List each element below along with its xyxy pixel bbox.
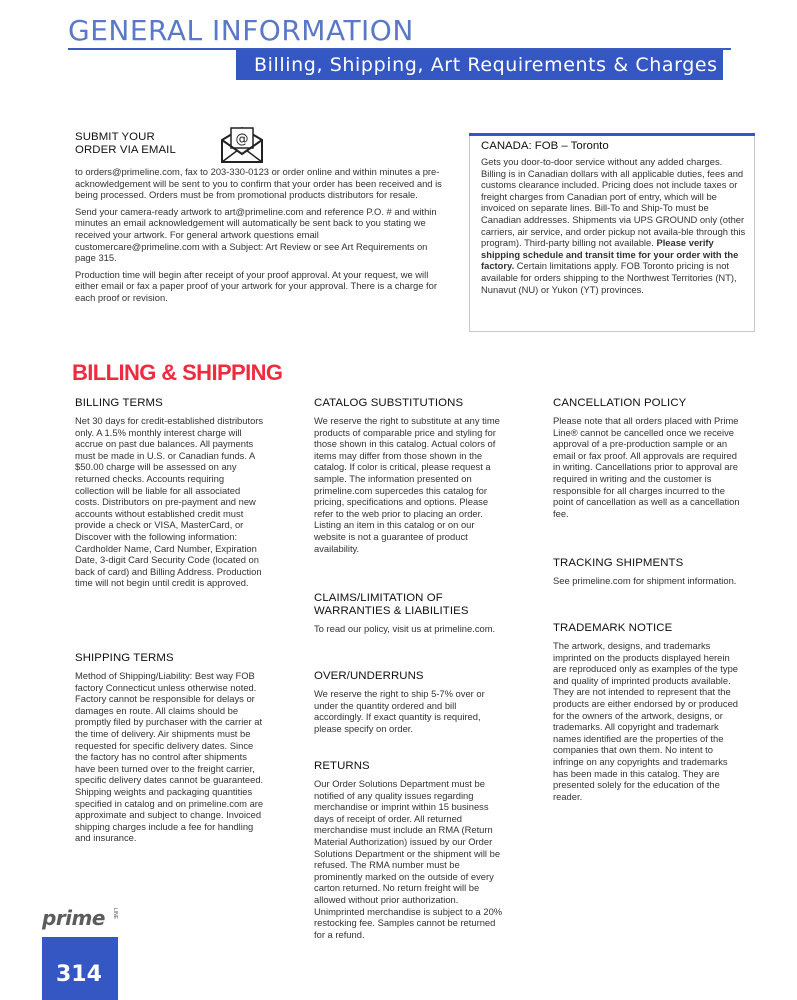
- catalog-substitutions-section: [314, 397, 504, 554]
- canada-text-part: Gets you door-to-door service without any added charges. Billing is in Canadian dollars with all applicable duties, fees and customs clearance included. Pricing does not include taxes or freight charges from Canadian port of entry, which will be invoiced on separate lines. Bill-To and Ship-To must be Canadian addresses. Shipments via UPS GROUND only (other carriers, air service, and order pickup not availa-ble through this program). Third-party billing not available.: [481, 156, 746, 249]
- page-number: 314: [56, 962, 102, 987]
- canada-text-bold: Please verify shipping schedule and transit time for your order with the factory.: [481, 237, 739, 272]
- trademark-heading: TRADEMARK NOTICE: [553, 622, 673, 634]
- catalog-substitutions-heading: CATALOG SUBSTITUTIONS: [314, 397, 464, 409]
- logo-wordmark: prime: [42, 906, 105, 930]
- envelope-email-icon: [220, 124, 264, 164]
- billing-terms-heading: BILLING TERMS: [75, 397, 163, 409]
- canada-text-part: Certain limitations apply. FOB Toronto pricing is not available for orders shipping to the Northwest Territories (NT), Nunavut (NU) or Yukon (YT) provinces.: [481, 260, 737, 295]
- cancellation-heading: CANCELLATION POLICY: [553, 397, 687, 409]
- canada-heading: CANADA: FOB – Toronto: [481, 140, 609, 152]
- prime-line-logo: [42, 906, 118, 930]
- claims-section: [314, 592, 504, 635]
- returns-heading: RETURNS: [314, 760, 370, 772]
- claims-heading: [314, 592, 504, 618]
- submit-order-body: [75, 166, 442, 309]
- svg-text:@: @: [235, 132, 249, 147]
- billing-terms-section: [75, 397, 265, 589]
- claims-heading-line-2: WARRANTIES & LIABILITIES: [314, 605, 469, 617]
- submit-paragraph: to orders@primeline.com, fax to 203-330-0123 or order online and within minutes a pre-acknowledgement will be sent to you to confirm that your order has been received and is being processed. Orders must be from promotional products distributors for resale.: [75, 166, 442, 201]
- submit-heading-line-1: SUBMIT YOUR: [75, 131, 155, 143]
- tracking-heading: TRACKING SHIPMENTS: [553, 557, 684, 569]
- page-subtitle: Billing, Shipping, Art Requirements & Charges: [254, 54, 718, 76]
- overruns-heading: OVER/UNDERRUNS: [314, 670, 424, 682]
- claims-text: To read our policy, visit us at primeline.com.: [314, 623, 496, 634]
- overruns-text: We reserve the right to ship 5-7% over or under the quantity ordered and bill accordingly. If exact quantity is required, please specify on order.: [314, 688, 485, 734]
- submit-paragraph: Production time will begin after receipt of your proof approval. At your request, we will either email or fax a paper proof of your artwork for your approval. There is a charge for each proof or revision.: [75, 268, 437, 303]
- cancellation-section: [553, 397, 743, 519]
- logo-sub: LINE: [112, 908, 118, 920]
- shipping-terms-heading: SHIPPING TERMS: [75, 652, 174, 664]
- submit-paragraph: Send your camera-ready artwork to art@primeline.com and reference P.O. # and within minutes an email acknowledgement will automatically be sent back to you stating we received your artwork. For general artwork questions email customercare@primeline.com with a Subject: Art Review or see Art Requirements on page 315.: [75, 205, 437, 264]
- page-title: GENERAL INFORMATION: [68, 14, 414, 47]
- submit-order-heading: [75, 131, 176, 157]
- returns-text: Our Order Solutions Department must be notified of any quality issues regarding merchandise or imprint within 15 business days of receipt of order. All returned merchandise must include an RMA (Return Material Authorization) issued by our Order Solutions Department or the shipment will be refused. The RMA number must be prominently marked on the outside of every carton returned. No return freight will be allowed without prior authorization. Unimprinted merchandise is subject to a 20% restocking fee. Samples cannot be returned for a refund.: [314, 778, 503, 940]
- tracking-section: [553, 557, 743, 587]
- billing-terms-text: Net 30 days for credit-established distributors only. A 1.5% monthly interest charge will accrue on past due balances. All payments must be made in U.S. or Canadian funds. A $50.00 charge will be assessed on any returned checks. Accounts requiring collection will be liable for all associated costs. Distributors on pre-payment and new accounts without established credit must provide a check or VISA, MasterCard, or Discover with the following information: Cardholder Name, Card Number, Expiration Date, 3-digit Card Security Code (located on back of card) and Billing Address. Production time will not begin until credit is approved.: [75, 415, 264, 589]
- trademark-text: The artwork, designs, and trademarks imprinted on the products displayed herein are reproduced only as examples of the type and quality of imprinted products available. They are not intended to represent that the products are either endorsed by or produced for the owners of the artwork, designs, or trademarks. All copyright and trademark names identified are the properties of the companies that own them. No intent to infringe on any copyrights and trademarks has been made in this catalog. They are presented solely for the education of the reader.: [553, 640, 739, 802]
- claims-heading-line-1: CLAIMS/LIMITATION OF: [314, 592, 443, 604]
- canada-box-rule: [469, 133, 755, 136]
- submit-heading-line-2: ORDER VIA EMAIL: [75, 144, 176, 156]
- cancellation-text: Please note that all orders placed with Prime Line® cannot be cancelled once we receive approval of a pre-production sample or an email or fax proof. All approvals are required in writing. Cancellations prior to approval are required in writing and the customer is responsible for all charges incurred to the point of cancellation as well as a cancellation fee.: [553, 415, 740, 519]
- shipping-terms-text: Method of Shipping/Liability: Best way FOB factory Connecticut unless otherwise noted. Factory cannot be responsible for delays or damages en route. All claims should be promptly filed by purchaser with the carrier at the time of delivery. Air shipments must be requested for specific delivery dates. Since the factory has no control after shipments have been turned over to the freight carrier, specific delivery dates cannot be guaranteed. Shipping weights and packaging quantities specified in catalog and on primeline.com are approximate and subject to change. Invoiced shipping charges include a fee for handling and insurance.: [75, 670, 264, 844]
- tracking-text: See primeline.com for shipment information.: [553, 575, 737, 586]
- trademark-section: [553, 622, 743, 802]
- returns-section: [314, 760, 504, 940]
- catalog-substitutions-text: We reserve the right to substitute at any time products of comparable price and styling for those shown in this catalog. Actual colors of items may differ from those shown in the catalog. If color is critical, please request a sample. The information presented on primeline.com supercedes this catalog for pricing, specifications and options. Please refer to the web prior to placing an order. Listing an item in this catalog or on our website is not a guarantee of product availability.: [314, 415, 500, 554]
- overruns-section: [314, 670, 504, 734]
- billing-shipping-title: BILLING & SHIPPING: [72, 360, 283, 385]
- shipping-terms-section: [75, 652, 265, 844]
- canada-body: [481, 156, 747, 295]
